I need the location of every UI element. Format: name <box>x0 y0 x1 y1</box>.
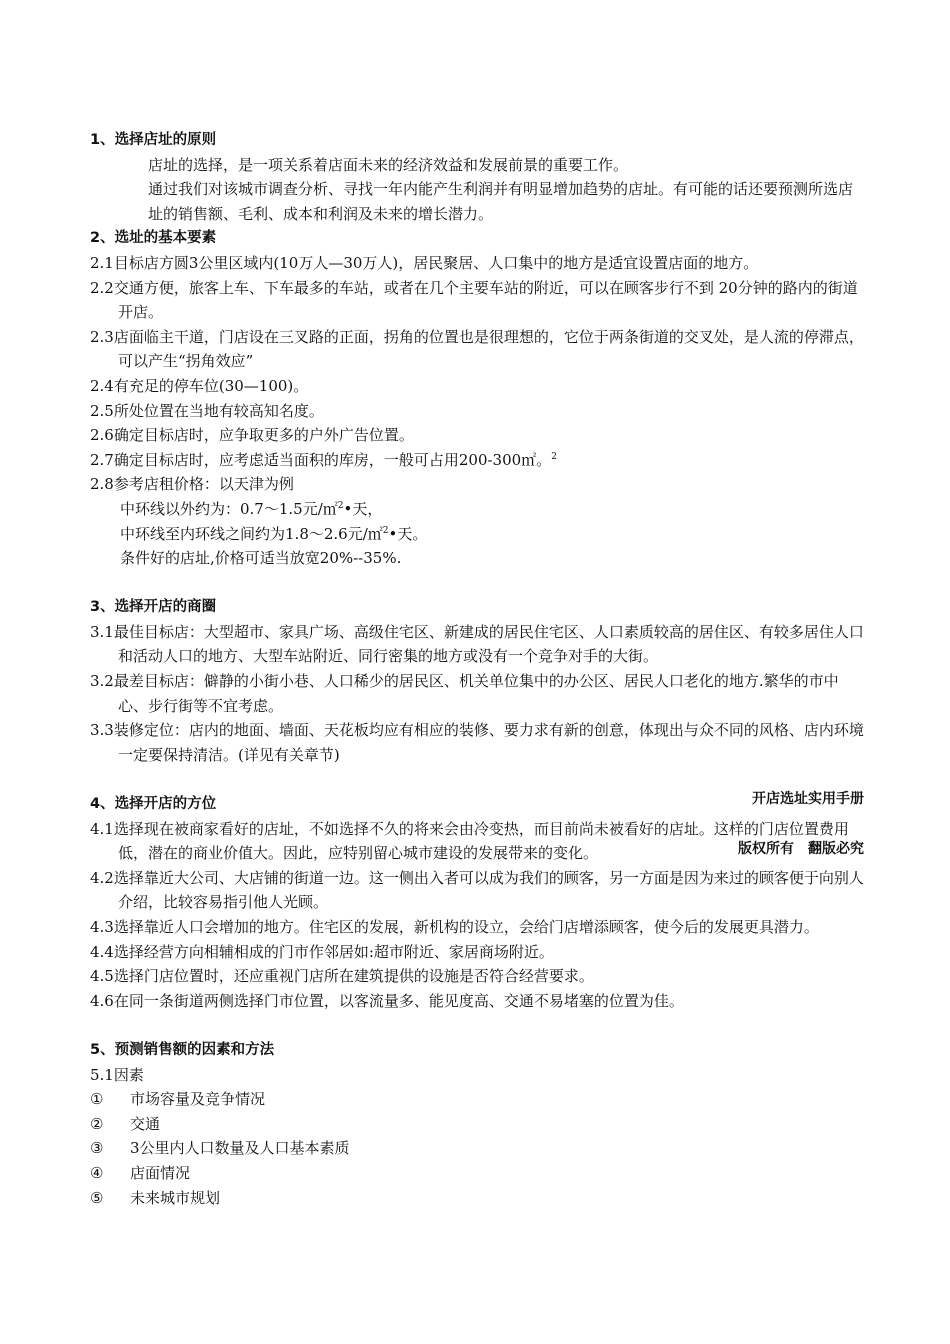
watermark-copyright: 版权所有 翻版必究 <box>728 838 864 858</box>
section-3-item: 3.3装修定位：店内的地面、墙面、天花板均应有相应的装修、要力求有新的创意，体现出与众不同的风格、店内环境一定要保持清洁。(详见有关章节) <box>90 721 864 764</box>
section-4-item: 4.3选择靠近人口会增加的地方。住宅区的发展，新机构的设立，会给门店增添顾客，使今后的发展更具潜力。 <box>90 918 819 936</box>
factor-text: 店面情况 <box>130 1163 191 1182</box>
storage-text: 2.7确定目标店时，应考虑适当面积的库房，一般可占用200-300㎡。 <box>90 450 552 469</box>
section-2-heading: 2、选址的基本要素 <box>90 230 217 247</box>
factor-item <box>90 1186 865 1211</box>
section-4-item: 4.4选择经营方向相辅相成的门市作邻居如:超市附近、家居商场附近。 <box>90 942 554 961</box>
section-5-subheading: 5.1因素 <box>90 1065 144 1084</box>
factor-text: 3公里内人口数量及人口基本素质 <box>130 1139 350 1158</box>
factor-text: 市场容量及竞争情况 <box>130 1090 266 1109</box>
factor-marker: ① <box>90 1090 104 1109</box>
section-4-heading: 4、选择开店的方位 <box>90 796 217 813</box>
watermark-title: 开店选址实用手册 <box>752 788 864 808</box>
factor-text: 交通 <box>130 1114 161 1133</box>
section-2-item: 2.6确定目标店时，应争取更多的户外广告位置。 <box>90 426 414 445</box>
factor-text: 未来城市规划 <box>130 1188 221 1207</box>
section-5-heading: 5、预测销售额的因素和方法 <box>90 1041 275 1058</box>
rent-good-location: 条件好的店址,价格可适当放宽20%--35%. <box>120 549 402 568</box>
section-2-item-rent: 2.8参考店租价格：以天津为例 <box>90 475 294 494</box>
rent-outer-superscript: 2 <box>337 500 344 511</box>
section-2-item: 2.4有充足的停车位(30—100)。 <box>90 376 309 395</box>
section-4-item: 4.2选择靠近大公司、大店铺的街道一边。这一侧出入者可以成为我们的顾客，另一方面是因为来过的顾客便于向别人介绍，比较容易指引他人光顾。 <box>90 868 864 912</box>
section-4-item: 4.1选择现在被商家看好的店址，不如选择不久的将来会由冷变热，而目前尚未被看好的店址。这样的门店位置费用低，潜在的商业价值大。因此，应特别留心城市建设的发展带来的变化。 <box>90 819 849 863</box>
document-body <box>90 128 865 1210</box>
rent-outer-ring <box>90 497 865 522</box>
factor-marker: ② <box>90 1114 104 1133</box>
rent-outer-unit: •天， <box>343 499 383 518</box>
rent-inner-unit: •天。 <box>388 524 428 543</box>
spacer <box>90 767 865 792</box>
section-3-item: 3.1最佳目标店：大型超市、家具广场、高级住宅区、新建成的居民住宅区、人口素质较高的居住区、有较多居住人口和活动人口的地方、大型车站附近、同行密集的地方或没有一个竞争对手的大街。 <box>90 622 864 666</box>
section-1-heading: 1、选择店址的原则 <box>90 132 217 148</box>
factor-item <box>90 1136 865 1161</box>
factor-item <box>90 1161 865 1186</box>
section-2-item: 2.1目标店方圆3公里区域内(10万人—30万人)，居民聚居、人口集中的地方是适宜设置店面的地方。 <box>90 253 759 272</box>
section-4-item: 4.5选择门店位置时，还应重视门店所在建筑提供的设施是否符合经营要求。 <box>90 967 594 986</box>
factor-marker: ⑤ <box>90 1188 104 1207</box>
factor-item <box>90 1087 865 1112</box>
section-3-item: 3.2最差目标店：僻静的小街小巷、人口稀少的居民区、机关单位集中的办公区、居民人口老化的地方.繁华的市中心、步行街等不宜考虑。 <box>90 672 839 715</box>
section-2-item: 2.5所处位置在当地有较高知名度。 <box>90 401 324 420</box>
section-3-heading: 3、选择开店的商圈 <box>90 599 217 616</box>
rent-inner-text: 中环线至内环线之间约为1.8～2.6元/㎡ <box>120 524 383 543</box>
section-2-item: 2.3店面临主干道，门店设在三叉路的正面，拐角的位置也是很理想的，它位于两条街道的交叉处，是人流的停滞点，可以产生“拐角效应” <box>90 327 864 371</box>
section-4-item: 4.6在同一条街道两侧选择门市位置，以客流量多、能见度高、交通不易堵塞的位置为佳。 <box>90 991 684 1010</box>
spacer <box>90 1013 865 1038</box>
factor-marker: ③ <box>90 1139 104 1158</box>
rent-inner-superscript: 2 <box>382 525 389 536</box>
spacer <box>90 571 865 596</box>
rent-inner-ring <box>90 522 865 547</box>
section-1-paragraph-1: 店址的选择，是一项关系着店面未来的经济效益和发展前景的重要工作。 <box>148 155 629 174</box>
section-2-item: 2.2交通方便，旅客上车、下车最多的车站，或者在几个主要车站的附近，可以在顾客步行不到 20分钟的路内的街道开店。 <box>90 278 858 322</box>
storage-superscript: 2 <box>551 451 557 462</box>
rent-outer-text: 中环线以外约为：0.7～1.5元/㎡ <box>120 499 338 518</box>
section-2-item-storage <box>90 448 865 473</box>
factor-marker: ④ <box>90 1163 104 1182</box>
section-1-paragraph-2: 通过我们对该城市调查分析、寻找一年内能产生利润并有明显增加趋势的店址。有可能的话还要预测所选店址的销售额、毛利、成本和利润及未来的增长潜力。 <box>148 180 854 223</box>
factor-item <box>90 1112 865 1137</box>
